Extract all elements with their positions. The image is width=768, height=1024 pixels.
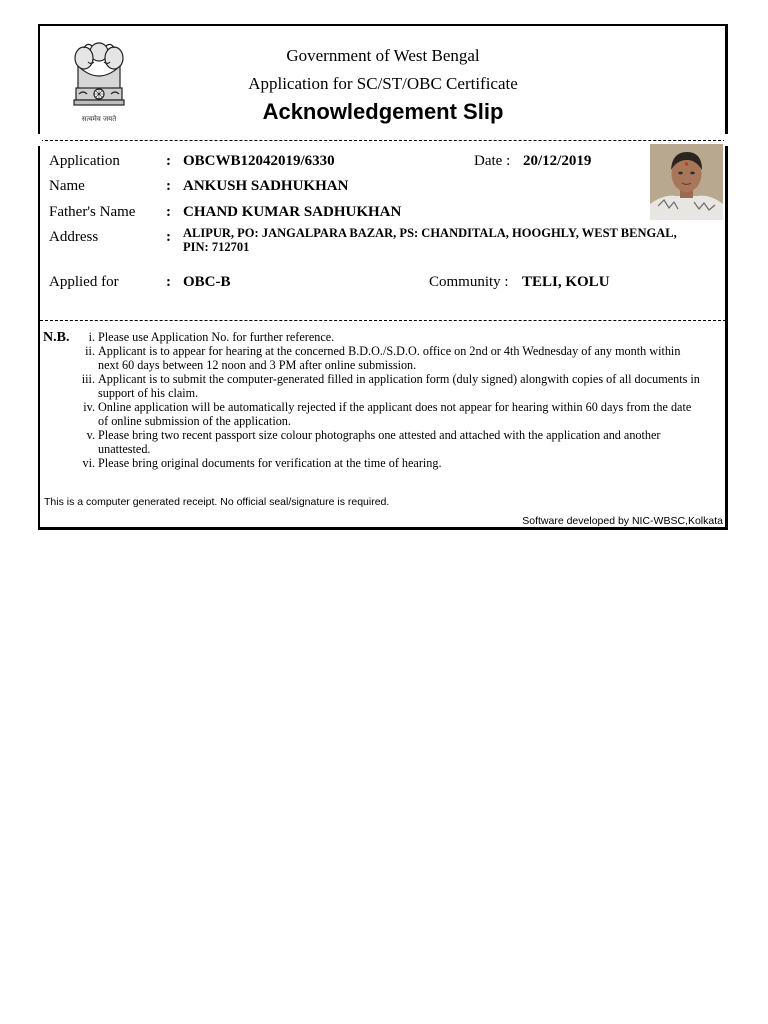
community-value: TELI, KOLU [522,274,610,290]
applied-category: OBC-B [183,274,231,290]
community-label: Community : [429,274,509,290]
nb-label: N.B. [43,330,70,345]
address-line-1: ALIPUR, PO: JANGALPARA BAZAR, PS: CHANDITALA, HOOGHLY, WEST BENGAL, [183,226,677,240]
divider-top [40,140,726,141]
note-item: ii. Applicant is to appear for hearing at the concerned B.D.O./S.D.O. office on 2nd or 4th Wednesday of any month within next 60 days between 12 noon and 3 PM after online submission. [85,344,681,372]
note-item: i. Please use Application No. for further reference. [88,330,335,344]
name-label: Name [49,178,85,194]
applicant-photo [650,144,723,220]
applicant-name: ANKUSH SADHUKHAN [183,178,349,194]
application-number: OBCWB12042019/6330 [183,153,335,169]
developer-credit: Software developed by NIC-WBSC,Kolkata [522,515,723,527]
note-item: iii. Applicant is to submit the computer-generated filled in application form (duly signed) alongwith copies of all documents in support of his claim. [81,372,700,400]
colon: : [166,274,171,290]
colon: : [166,178,171,194]
date-label: Date : [474,153,511,169]
father-name-label: Father's Name [49,204,136,220]
father-name: CHAND KUMAR SADHUKHAN [183,204,402,220]
colon: : [166,204,171,220]
colon: : [166,153,171,169]
colon: : [166,229,171,245]
address-label: Address [49,229,99,245]
border-break-left [37,134,42,146]
receipt-note: This is a computer generated receipt. No official seal/signature is required. [44,496,390,508]
address-line-2: PIN: 712701 [183,240,250,254]
note-item: vi. Please bring original documents for verification at the time of hearing. [82,456,442,470]
emblem-caption: सत्यमेव जयते [81,115,117,123]
divider-bottom [40,320,726,321]
application-label: Application [49,153,120,169]
address [183,226,723,254]
acknowledgement-slip [38,24,728,530]
note-item: iv. Online application will be automatically rejected if the applicant does not appear for hearing within 60 days from the date of online submission of the application. [83,400,692,428]
application-type: Application for SC/ST/OBC Certificate [248,74,518,93]
applied-for-label: Applied for [49,274,119,290]
government-name: Government of West Bengal [286,46,480,65]
notes-list [77,330,702,470]
note-item: v. Please bring two recent passport size colour photographs one attested and attached with the application and another unattested. [86,428,661,456]
date-value: 20/12/2019 [523,153,592,169]
page-title: Acknowledgement Slip [262,99,504,124]
border-break-right [724,134,730,146]
